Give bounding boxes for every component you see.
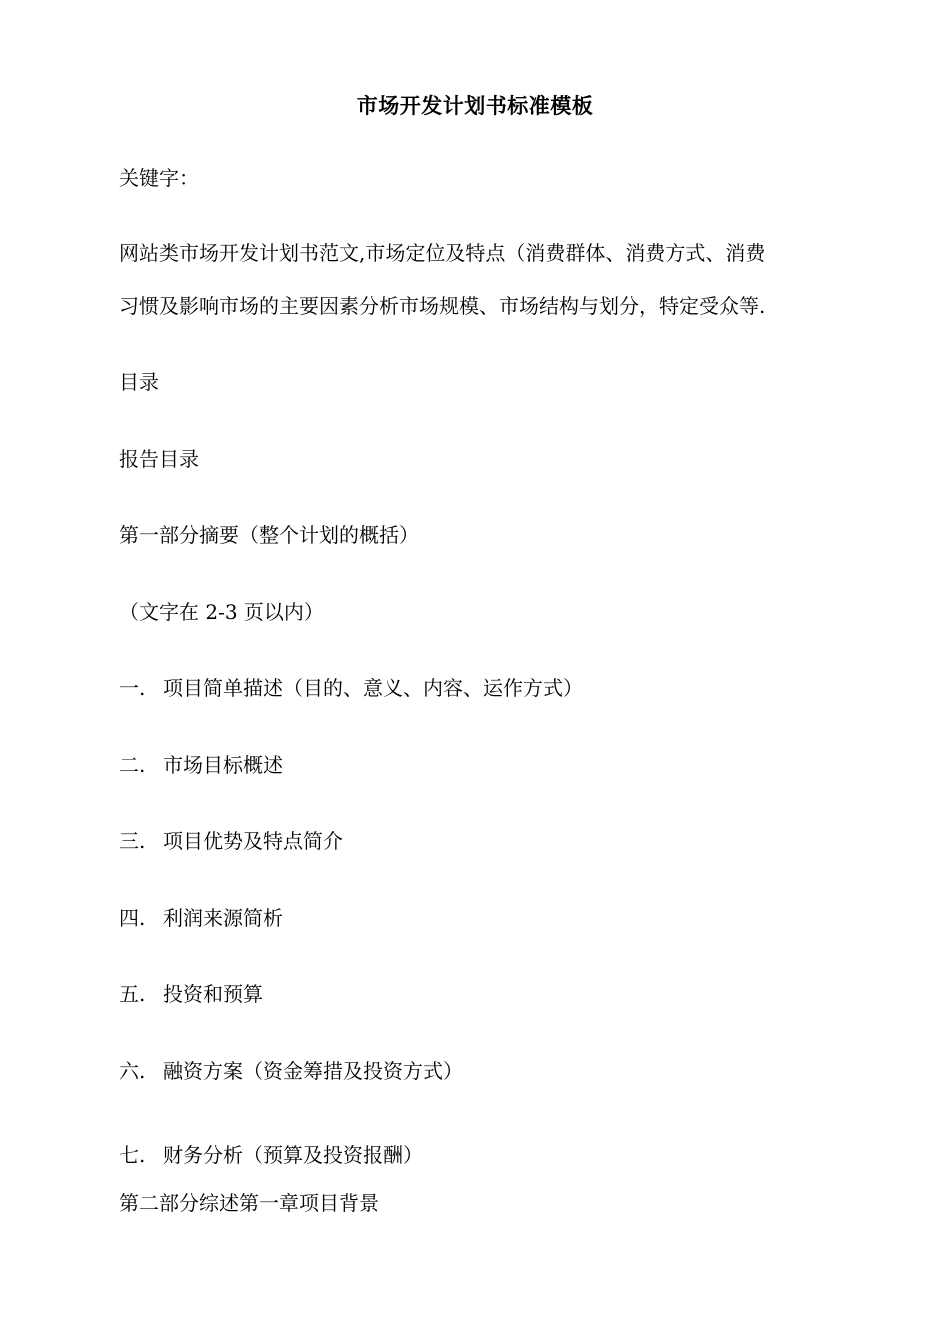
- toc-item: [119, 826, 831, 856]
- toc-item: [119, 750, 831, 780]
- toc-item-text: 融资方案（资金筹措及投资方式）: [163, 1059, 463, 1083]
- toc-item-number: 一.: [119, 676, 146, 700]
- toc-item-text: 项目优势及特点简介: [163, 829, 343, 853]
- toc-item-text: 利润来源简析: [163, 906, 283, 930]
- toc-item-number: 三.: [119, 829, 146, 853]
- keywords-label: 关键字：: [119, 166, 199, 190]
- toc-item-number: 七.: [119, 1143, 146, 1167]
- toc-item-text: 财务分析（预算及投资报酬）: [163, 1143, 423, 1167]
- toc-item-text: 市场目标概述: [163, 753, 283, 777]
- toc-item: [119, 1140, 831, 1170]
- intro-line-1: 网站类市场开发计划书范文,市场定位及特点（消费群体、消费方式、消费: [119, 241, 766, 265]
- toc-item-number: 二.: [119, 753, 146, 777]
- report-toc-label: 报告目录: [119, 447, 199, 471]
- part1-note: （文字在 2-3 页以内）: [119, 600, 324, 624]
- toc-item-text: 项目简单描述（目的、意义、内容、运作方式）: [163, 676, 583, 700]
- toc-item: [119, 903, 831, 933]
- part2-title: 第二部分综述第一章项目背景: [119, 1191, 379, 1215]
- part1-title: 第一部分摘要（整个计划的概括）: [119, 523, 419, 547]
- toc-item: [119, 979, 831, 1009]
- toc-item: [119, 1056, 831, 1086]
- toc-item-text: 投资和预算: [163, 982, 263, 1006]
- toc-label: 目录: [119, 370, 159, 394]
- document-title: 市场开发计划书标准模板: [356, 94, 594, 118]
- toc-item-number: 五.: [119, 982, 146, 1006]
- intro-paragraph: [119, 227, 819, 333]
- intro-line-2: 习惯及影响市场的主要因素分析市场规模、市场结构与划分，特定受众等.: [119, 294, 766, 318]
- toc-item: [119, 673, 831, 703]
- toc-item-number: 四.: [119, 906, 146, 930]
- toc-item-number: 六.: [119, 1059, 146, 1083]
